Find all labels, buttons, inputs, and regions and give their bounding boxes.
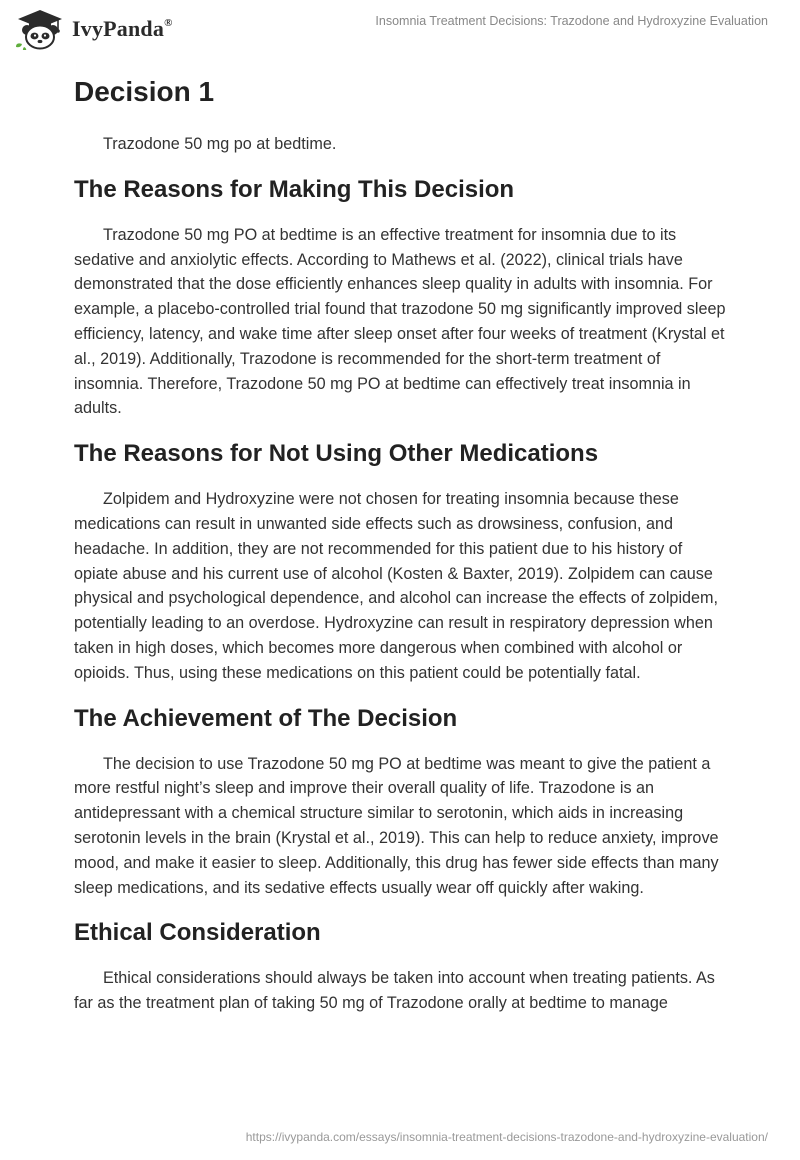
brand-text: IvyPanda [72,16,165,41]
source-url-link[interactable]: https://ivypanda.com/essays/insomnia-treatment-decisions-trazodone-and-hydroxyzine-evaluation/ [245,1130,768,1144]
section-text-other-medications: Zolpidem and Hydroxyzine were not chosen for treating insomnia because these medications can result in unwanted side effects such as drowsiness, confusion, and headache. In addition, they are not recommended for this patient due to his history of opiate abuse and his current use of alcohol (Kosten & Baxter, 2019). Zolpidem can cause physical and psychological dependence, and alcohol can increase the effects of zolpidem, potentially leading to an overdose. Hydroxyzine can result in respiratory depression when taken in high doses, which becomes more dangerous when combined with alcohol or opioids. Thus, using these medications on this patient could be potentially fatal. [74,490,719,682]
intro-paragraph: Trazodone 50 mg po at bedtime. [103,135,337,153]
panda-graduation-cap-icon [14,8,66,50]
essay-content [74,72,726,1016]
page-header [0,0,800,60]
section-heading-achievement: The Achievement of The Decision [74,704,458,732]
document-title: Insomnia Treatment Decisions: Trazodone and Hydroxyzine Evaluation [375,14,768,28]
section-text-ethical: Ethical considerations should always be taken into account when treating patients. As far as the treatment plan of taking 50 mg of Trazodone orally at bedtime to manage [74,969,715,1013]
section-text-achievement: The decision to use Trazodone 50 mg PO at bedtime was meant to give the patient a more restful night’s sleep and improve their overall quality of life. Trazodone is an antidepressant with a chemical structure similar to serotonin, which aids in increasing serotonin levels in the brain (Krystal et al., 2019). This can help to reduce anxiety, improve mood, and make it easier to sleep. Additionally, this drug has fewer side effects than many sleep medications, and its sedative effects usually wear off quickly after waking. [74,754,719,897]
ivypanda-logo[interactable] [14,8,173,50]
section-heading-reasons: The Reasons for Making This Decision [74,175,515,203]
brand-name [72,16,173,42]
section-heading-ethical: Ethical Consideration [74,919,321,947]
page-title: Decision 1 [74,76,215,107]
registered-mark: ® [164,16,173,29]
section-text-reasons: Trazodone 50 mg PO at bedtime is an effective treatment for insomnia due to its sedative and anxiolytic effects. According to Mathews et al. (2022), clinical trials have demonstrated that the dose efficiently enhances sleep quality in adults with insomnia. For example, a placebo-controlled trial found that trazodone 50 mg significantly improved sleep efficiency, latency, and wake time after sleep onset after four weeks of treatment (Krystal et al., 2019). Additionally, Trazodone is recommended for the short-term treatment of insomnia. Therefore, Trazodone 50 mg PO at bedtime can effectively treat insomnia in adults. [74,225,726,418]
section-heading-other-medications: The Reasons for Not Using Other Medications [74,440,599,468]
